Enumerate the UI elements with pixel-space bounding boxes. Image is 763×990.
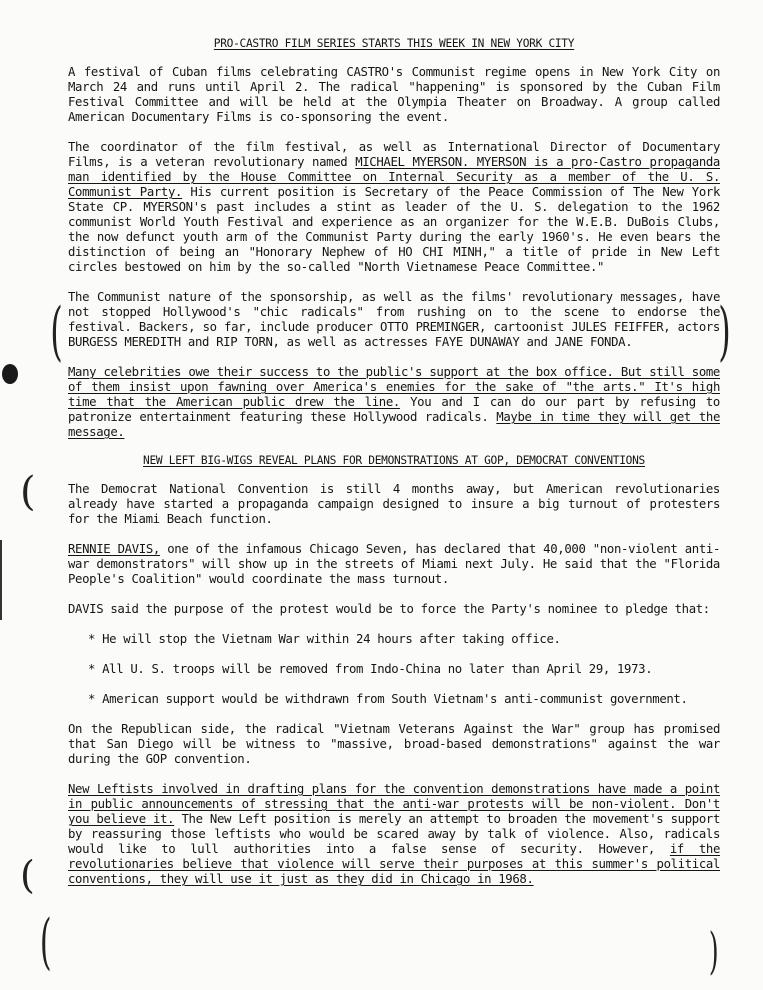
underlined-passage: MICHAEL MYERSON. MYERSON is a pro-Castro propaganda man identified by the House Committee on Internal Security as a member of the U. S. Communist Party. xyxy=(68,155,720,199)
paragraph-myerson: The coordinator of the film festival, as well as International Director of Documentary Films, is a veteran revolutionary named MICHAEL MYERSON. MYERSON is a pro-Castro propaganda man identified by the House Committee on Internal Security as a member of the U. S. Communist Party. His current position is Secretary of the Peace Commission of The New York State CP. MYERSON's past includes a stint as leader of the U. S. delegation to the 1962 communist World Youth Festival and experience as an organizer for the W.E.B. DuBois Clubs, the now defunct youth arm of the Communist Party during the early 1960's. He even bears the distinction of being an "Honorary Nephew of HO CHI MINH," a title of pride in New Left circles bestowed on him by the so-called "North Vietnamese Peace Committee." xyxy=(68,140,721,274)
underlined-passage: Maybe in time they will get the message. xyxy=(68,410,721,439)
section-heading-castro: PRO-CASTRO FILM SERIES STARTS THIS WEEK IN NEW YORK CITY xyxy=(213,37,575,50)
paragraph-sponsorship: The Communist nature of the sponsorship, as well as the films' revolutionary messages, have not stopped Hollywood's "chic radicals" from rushing on to the scene to endorse the festival. Backers, so far, include producer OTTO PREMINGER, cartoonist JULES FEIFFER, actors BURGESS MEREDITH and RIP TORN, as well as actresses FAYE DUNAWAY and JANE FONDA. xyxy=(68,290,720,349)
margin-bracket-right-1: ) xyxy=(718,295,731,369)
paragraph-rennie-davis: RENNIE DAVIS, one of the infamous Chicago Seven, has declared that 40,000 "non-violent anti-war demonstrators" will show up in the streets of Miami next July. He said that the "Florida People's Coalition" would coordinate the mass turnout. xyxy=(68,542,720,586)
underlined-passage: RENNIE DAVIS, xyxy=(68,542,160,556)
paragraph-festival: A festival of Cuban films celebrating CASTRO's Communist regime opens in New York City on March 24 and runs until April 2. The radical "happening" is sponsored by the Cuban Film Festival Committee and will be held at the Olympia Theater on Broadway. A group called American Documentary Films is co-sponsoring the event. xyxy=(68,65,720,124)
margin-bracket-left-1: ( xyxy=(50,295,63,369)
margin-hook-mark-1: ( xyxy=(20,469,36,515)
paragraph-new-leftists: New Leftists involved in drafting plans for the convention demonstrations have made a point in public announcements of stressing that the anti-war protests will be non-violent. Don't you believe it. The New Left position is merely an attempt to broaden the movement's support by reassuring those leftists who would be scared away by talk of violence. Also, radicals would like to lull authorities into a false sense of security. However, if the revolutionaries believe that violence will serve their purposes at this summer's political conventions, they will use it just as they did in Chicago in 1968. xyxy=(68,782,720,886)
underlined-passage: New Leftists involved in drafting plans for the convention demonstrations have made a point in public announcements of stressing that the anti-war protests will be non-violent. Don't you believe it. xyxy=(68,782,720,826)
list-item: * All U. S. troops will be removed from Indo-China no later than April 29, 1973. xyxy=(88,662,653,676)
underlined-passage: if the revolutionaries believe that violence will serve their purposes at this summer's political conventions, they will use it just as they did in Chicago in 1968. xyxy=(68,842,720,886)
paragraph-davis-purpose: DAVIS said the purpose of the protest would be to force the Party's nominee to pledge that: xyxy=(68,602,710,616)
paragraph-democrat-convention: The Democrat National Convention is still 4 months away, but American revolutionaries already have started a propaganda campaign designed to insure a big turnout of protesters for the Miami Beach function. xyxy=(68,482,720,526)
section-heading-conventions: NEW LEFT BIG-WIGS REVEAL PLANS FOR DEMONSTRATIONS AT GOP, DEMOCRAT CONVENTIONS xyxy=(143,454,645,467)
list-item: * American support would be withdrawn from South Vietnam's anti-communist government. xyxy=(88,692,688,706)
margin-bracket-left-2: ( xyxy=(39,907,52,977)
margin-hook-mark-2: ( xyxy=(20,853,35,897)
punch-hole-blot xyxy=(2,364,18,384)
paragraph-republican-side: On the Republican side, the radical "Vietnam Veterans Against the War" group has promised that San Diego will be witness to "massive, broad-based demonstrations" against the war during the GOP convention. xyxy=(68,722,720,766)
list-item: * He will stop the Vietnam War within 24 hours after taking office. xyxy=(88,632,561,646)
pledge-list xyxy=(68,632,720,707)
underlined-passage: Many celebrities owe their success to the public's support at the box office. But still some of them insist upon fawning over America's enemies for the sake of "the arts." It's high time that the American public drew the line. xyxy=(68,365,720,409)
document-body xyxy=(68,36,720,902)
margin-bracket-right-2: ) xyxy=(708,922,719,980)
scan-edge-line xyxy=(0,540,2,620)
paragraph-celebrities: Many celebrities owe their success to the public's support at the box office. But still some of them insist upon fawning over America's enemies for the sake of "the arts." It's high time that the American public drew the line. You and I can do our part by refusing to patronize entertainment featuring these Hollywood radicals. Maybe in time they will get the message. xyxy=(68,365,721,439)
